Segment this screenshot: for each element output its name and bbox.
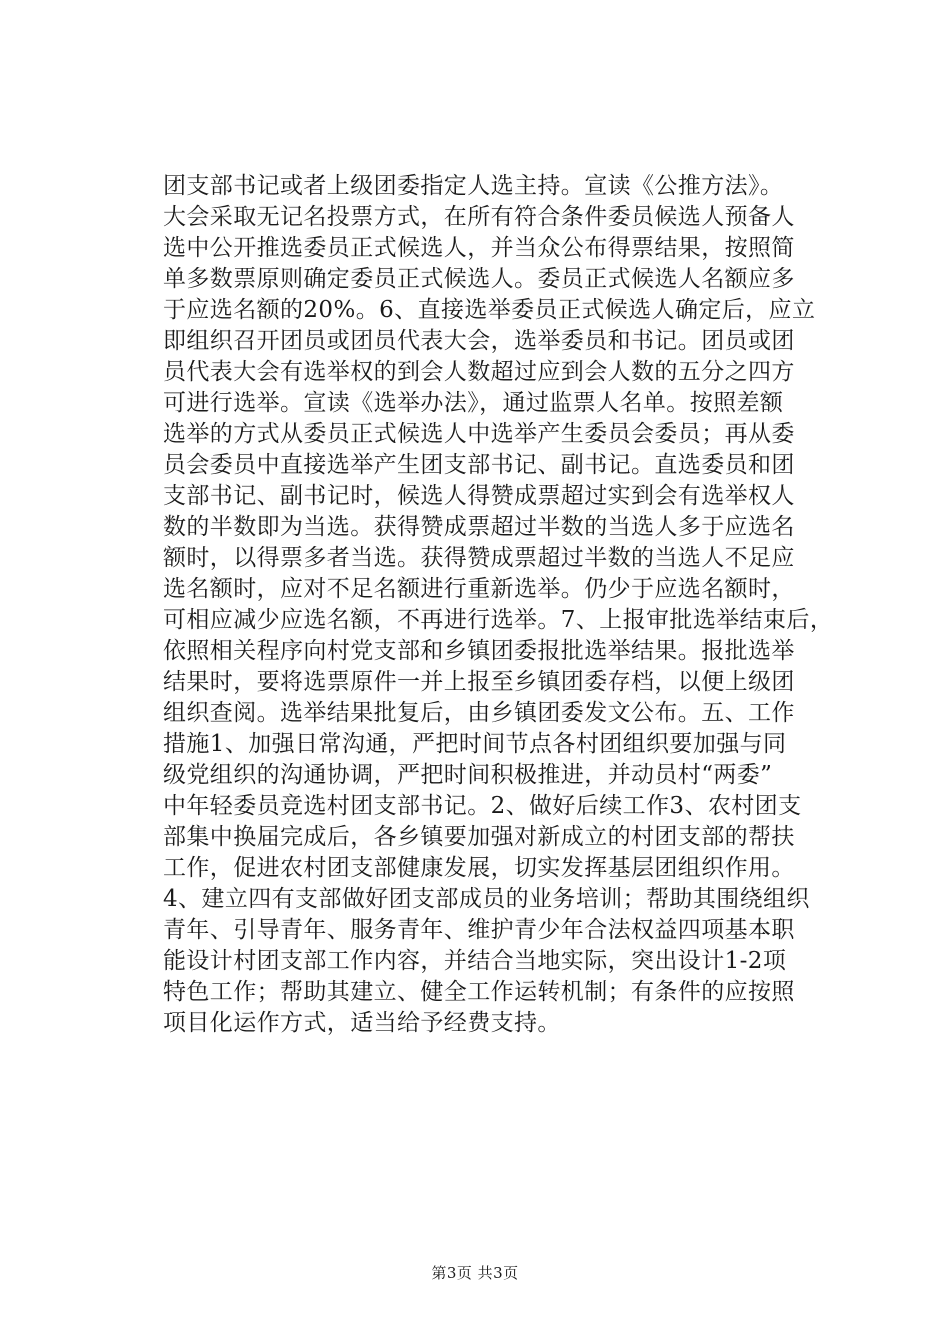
text-line: 组织查阅。选举结果批复后，由乡镇团委发文公布。五、工作 bbox=[163, 700, 795, 726]
text-line: 依照相关程序向村党支部和乡镇团委报批选举结果。报批选举 bbox=[163, 638, 795, 664]
text-line: 单多数票原则确定委员正式候选人。委员正式候选人名额应多 bbox=[163, 266, 795, 292]
text-line: 支部书记、副书记时，候选人得赞成票超过实到会有选举权人 bbox=[163, 483, 795, 509]
body-text bbox=[163, 171, 834, 1039]
text-line: 员会委员中直接选举产生团支部书记、副书记。直选委员和团 bbox=[163, 452, 795, 478]
text-line: 可进行选举。宣读《选举办法》，通过监票人名单。按照差额 bbox=[163, 390, 784, 416]
text-line: 即组织召开团员或团员代表大会，选举委员和书记。团员或团 bbox=[163, 328, 795, 354]
text-line: 选名额时，应对不足名额进行重新选举。仍少于应选名额时， bbox=[163, 576, 795, 602]
text-line: 项目化运作方式，适当给予经费支持。 bbox=[163, 1010, 561, 1036]
text-line: 数的半数即为当选。获得赞成票超过半数的当选人多于应选名 bbox=[163, 514, 795, 540]
text-line: 结果时，要将选票原件一并上报至乡镇团委存档，以便上级团 bbox=[163, 669, 795, 695]
text-line: 于应选名额的20%。6、直接选举委员正式候选人确定后，应立 bbox=[163, 297, 816, 323]
text-line: 能设计村团支部工作内容，并结合当地实际，突出设计1-2项 bbox=[163, 948, 787, 974]
text-line: 4、建立四有支部做好团支部成员的业务培训；帮助其围绕组织 bbox=[163, 886, 810, 912]
text-line: 选中公开推选委员正式候选人，并当众公布得票结果，按照简 bbox=[163, 235, 795, 261]
text-line: 特色工作；帮助其建立、健全工作运转机制；有条件的应按照 bbox=[163, 979, 795, 1005]
page-footer bbox=[0, 1263, 950, 1283]
text-line: 中年轻委员竞选村团支部书记。2、做好后续工作3、农村团支 bbox=[163, 793, 802, 819]
text-line: 选举的方式从委员正式候选人中选举产生委员会委员；再从委 bbox=[163, 421, 795, 447]
text-line: 青年、引导青年、服务青年、维护青少年合法权益四项基本职 bbox=[163, 917, 795, 943]
text-line: 级党组织的沟通协调，严把时间积极推进，并动员村“两委” bbox=[163, 762, 773, 788]
text-line: 额时，以得票多者当选。获得赞成票超过半数的当选人不足应 bbox=[163, 545, 795, 571]
text-line: 大会采取无记名投票方式，在所有符合条件委员候选人预备人 bbox=[163, 204, 795, 230]
text-line: 员代表大会有选举权的到会人数超过应到会人数的五分之四方 bbox=[163, 359, 795, 385]
text-line: 团支部书记或者上级团委指定人选主持。宣读《公推方法》。 bbox=[163, 173, 784, 199]
text-line: 可相应减少应选名额，不再进行选举。7、上报审批选举结束后， bbox=[163, 607, 834, 633]
text-line: 工作，促进农村团支部健康发展，切实发挥基层团组织作用。 bbox=[163, 855, 795, 881]
page-number-label: 第3页 共3页 bbox=[431, 1264, 519, 1282]
text-line: 措施1、加强日常沟通，严把时间节点各村团组织要加强与同 bbox=[163, 731, 787, 757]
text-line: 部集中换届完成后，各乡镇要加强对新成立的村团支部的帮扶 bbox=[163, 824, 795, 850]
